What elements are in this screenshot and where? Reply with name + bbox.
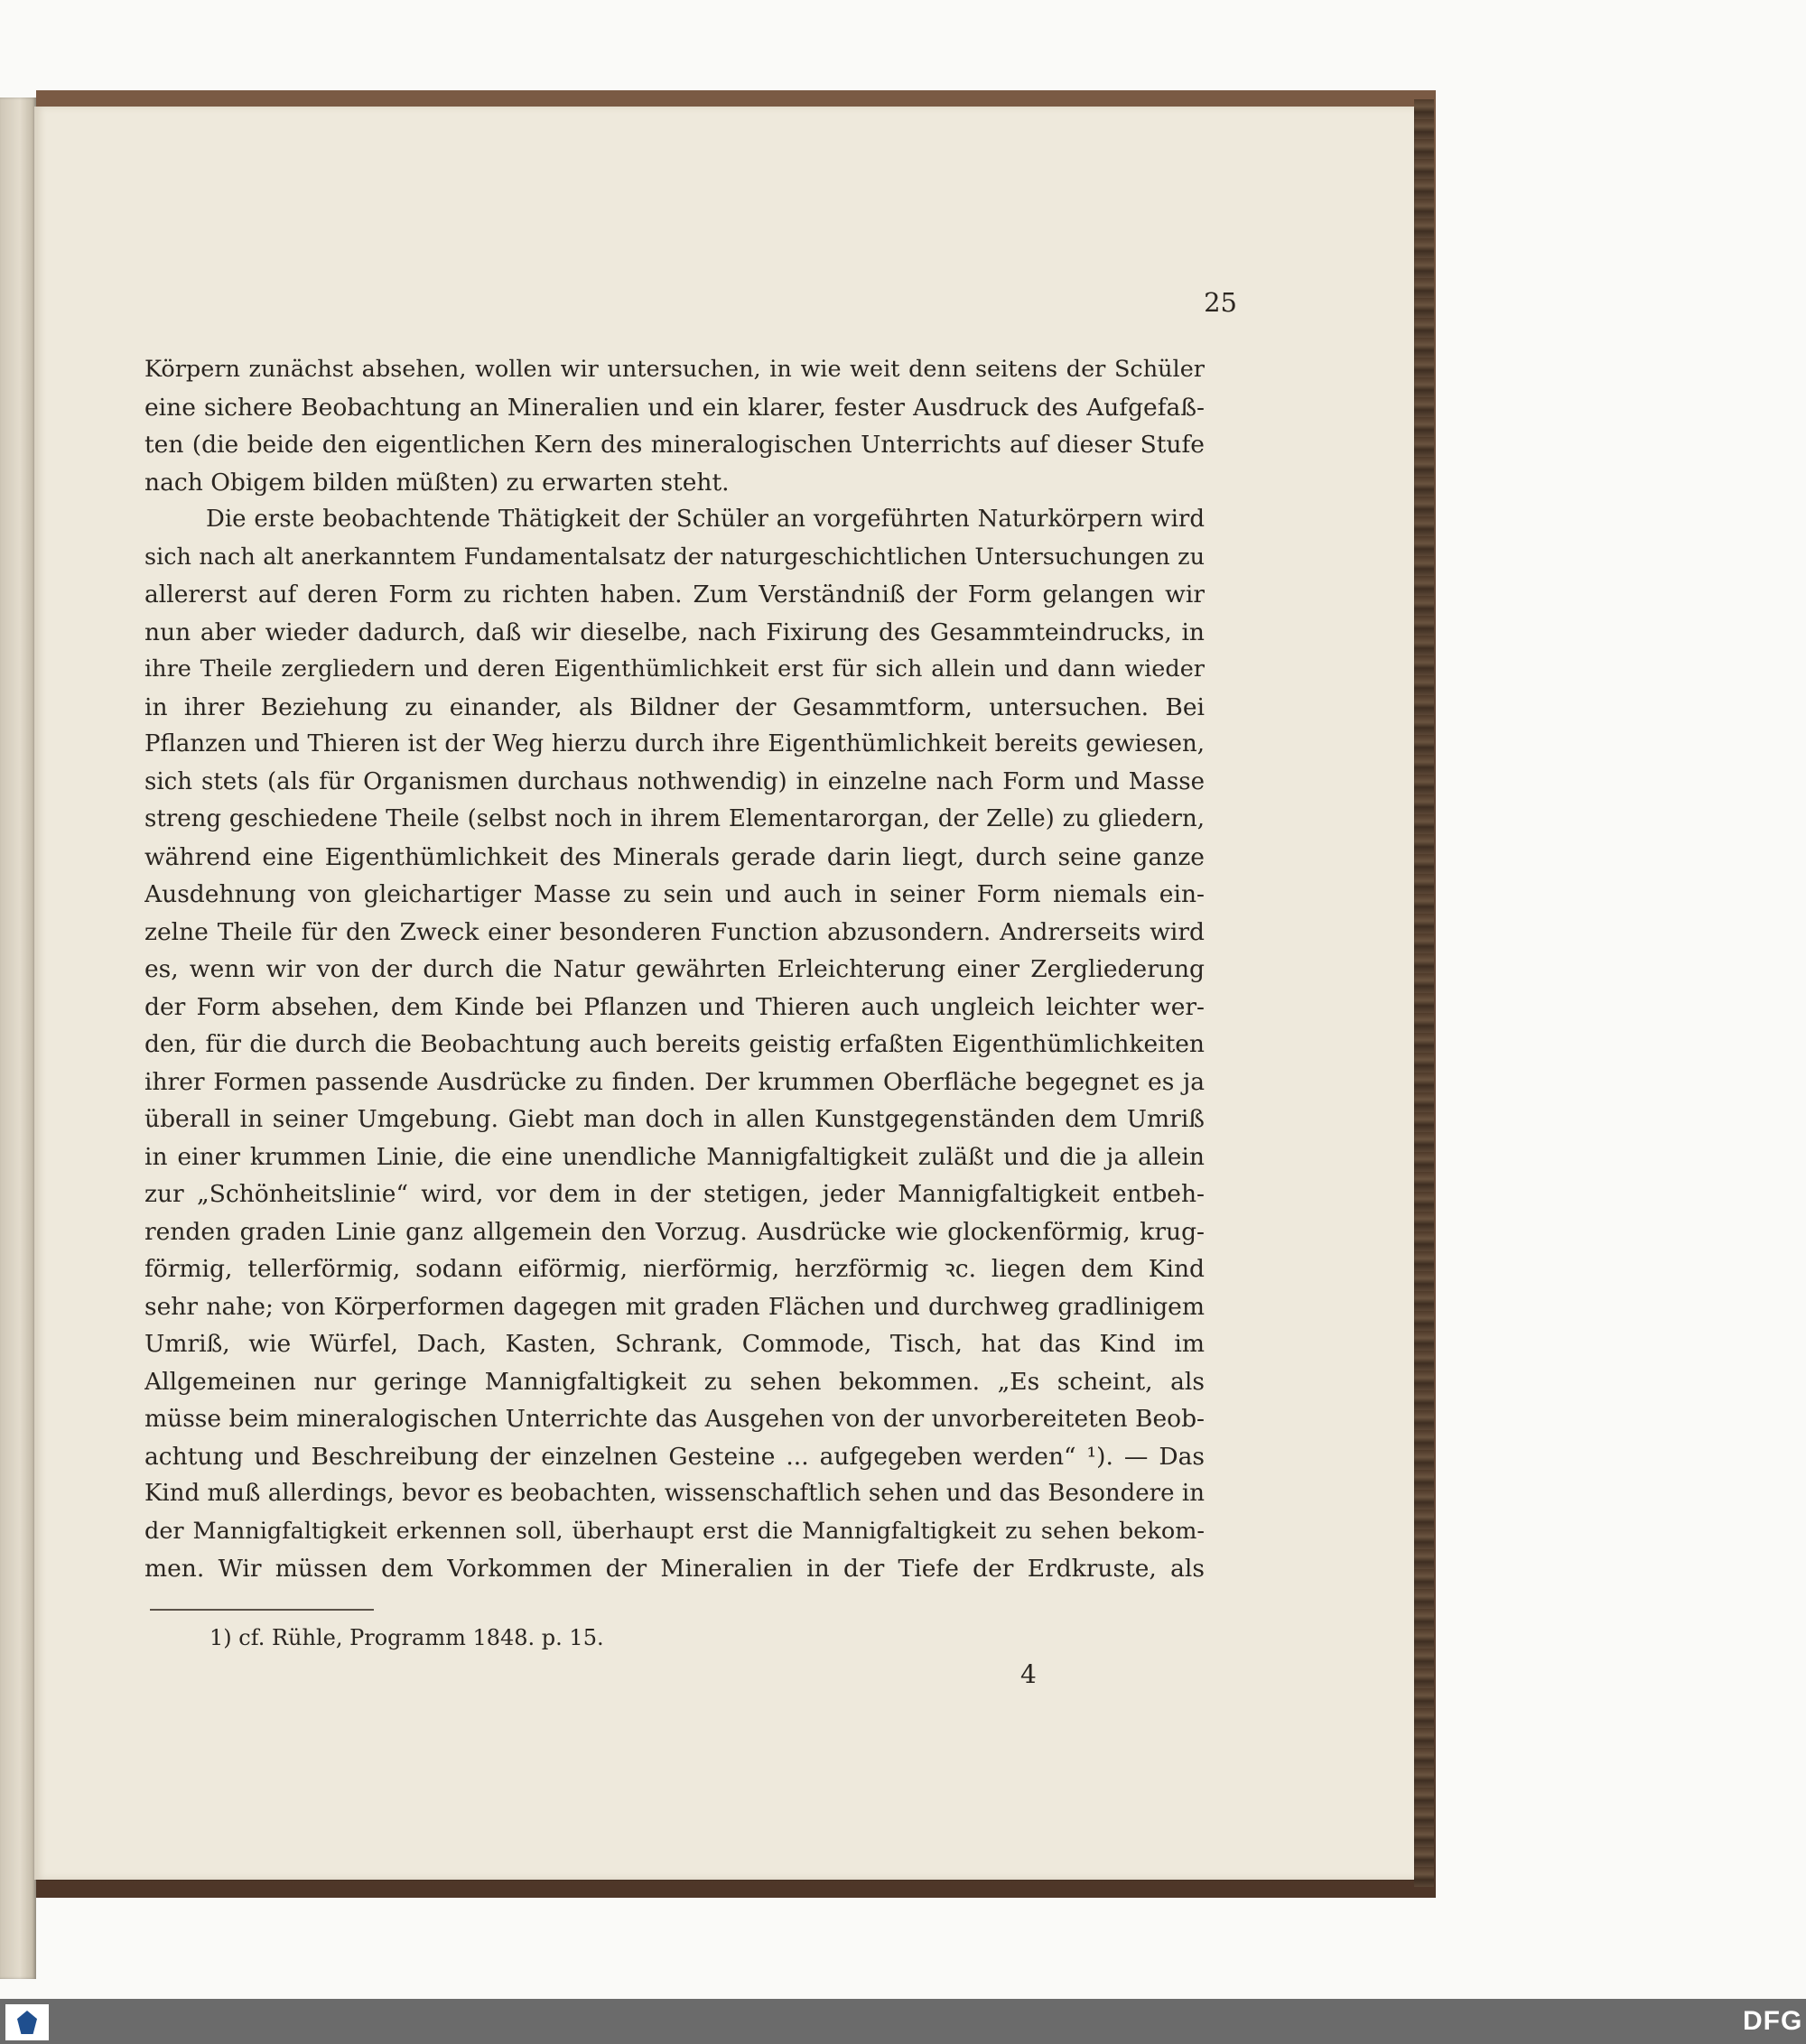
text-line: eine sichere Beobachtung an Mineralien und ein klarer, fester Ausdruck des Aufgefaß- bbox=[144, 393, 1205, 422]
text-line: den, für die durch die Beobachtung auch bereits geistig erfaßten Eigenthümlichkeiten bbox=[144, 1030, 1205, 1058]
previous-page-edge bbox=[0, 98, 36, 1979]
text-line: sich nach alt anerkanntem Fundamentalsatz der naturgeschichtlichen Untersuchungen zu bbox=[144, 543, 1205, 571]
text-line: in ihrer Beziehung zu einander, als Bildner der Gesammtform, untersuchen. Bei bbox=[144, 692, 1205, 721]
text-line: müsse beim mineralogischen Unterrichte das Ausgehen von der unvorbereiteten Beob- bbox=[144, 1405, 1205, 1433]
text-line: allererst auf deren Form zu richten haben. Zum Verständniß der Form gelangen wir bbox=[144, 581, 1205, 609]
text-line: ihre Theile zergliedern und deren Eigenthümlichkeit erst für sich allein und dann wieder bbox=[144, 655, 1205, 683]
text-line: während eine Eigenthümlichkeit des Minerals gerade darin liegt, durch seine ganze bbox=[144, 842, 1205, 871]
text-line: förmig, tellerförmig, sodann eiförmig, nierförmig, herzförmig ꝛc. liegen dem Kind bbox=[144, 1255, 1205, 1283]
signature-mark: 4 bbox=[1020, 1659, 1037, 1689]
text-line: streng geschiedene Theile (selbst noch in ihrem Elementarorgan, der Zelle) zu gliedern, bbox=[144, 805, 1205, 832]
text-line: zelne Theile für den Zweck einer besonderen Function abzusondern. Andrerseits wird bbox=[144, 917, 1205, 946]
text-line: überall in seiner Umgebung. Giebt man doch in allen Kunstgegenständen dem Umriß bbox=[144, 1105, 1205, 1133]
text-line: sich stets (als für Organismen durchaus nothwendig) in einzelne nach Form und Masse bbox=[144, 767, 1205, 795]
text-line: Ausdehnung von gleichartiger Masse zu sein und auch in seiner Form niemals ein- bbox=[144, 880, 1205, 908]
book-cover-edge bbox=[1414, 99, 1434, 1887]
text-line: achtung und Beschreibung der einzelnen Gesteine ... aufgegeben werden“ ¹). — Das bbox=[144, 1442, 1205, 1471]
library-logo-icon bbox=[5, 2004, 49, 2040]
text-line: ihrer Formen passende Ausdrücke zu finden. Der krummen Oberfläche begegnet es ja bbox=[144, 1067, 1205, 1096]
text-line: Allgemeinen nur geringe Mannigfaltigkeit zu sehen bekommen. „Es scheint, als bbox=[144, 1367, 1205, 1396]
text-line: zur „Schönheitslinie“ wird, vor dem in der stetigen, jeder Mannigfaltigkeit entbeh- bbox=[144, 1180, 1205, 1208]
text-line: men. Wir müssen dem Vorkommen der Mineralien in der Tiefe der Erdkruste, als bbox=[144, 1555, 1205, 1583]
viewer-footer-bar bbox=[0, 1999, 1806, 2044]
text-line: sehr nahe; von Körperformen dagegen mit graden Flächen und durchweg gradlinigem bbox=[144, 1292, 1205, 1321]
text-line: nach Obigem bilden müßten) zu erwarten steht. bbox=[144, 468, 730, 497]
text-line: Die erste beobachtende Thätigkeit der Schüler an vorgeführten Naturkörpern wird bbox=[206, 506, 1205, 533]
text-line: nun aber wieder dadurch, daß wir dieselbe, nach Fixirung des Gesammteindrucks, in bbox=[144, 618, 1205, 646]
text-line: Umriß, wie Würfel, Dach, Kasten, Schrank, Commode, Tisch, hat das Kind im bbox=[144, 1330, 1205, 1358]
page-number: 25 bbox=[1204, 287, 1237, 318]
text-line: renden graden Linie ganz allgemein den Vorzug. Ausdrücke wie glockenförmig, krug- bbox=[144, 1217, 1205, 1246]
text-line: in einer krummen Linie, die eine unendliche Mannigfaltigkeit zuläßt und die ja allein bbox=[144, 1142, 1205, 1171]
text-line: ten (die beide den eigentlichen Kern des mineralogischen Unterrichts auf dieser Stufe bbox=[144, 431, 1205, 459]
text-line: Kind muß allerdings, bevor es beobachten, wissenschaftlich sehen und das Besondere in bbox=[144, 1480, 1205, 1507]
text-line: Körpern zunächst absehen, wollen wir untersuchen, in wie weit denn seitens der Schüler bbox=[144, 356, 1205, 383]
text-line: der Mannigfaltigkeit erkennen soll, überhaupt erst die Mannigfaltigkeit zu sehen bekom- bbox=[144, 1517, 1205, 1545]
footnote-divider bbox=[150, 1609, 374, 1611]
dfg-logo: DFG bbox=[1743, 2006, 1803, 2036]
body-text bbox=[144, 351, 1205, 1588]
text-line: der Form absehen, dem Kinde bei Pflanzen und Thieren auch ungleich leichter wer- bbox=[144, 992, 1205, 1021]
text-line: es, wenn wir von der durch die Natur gewährten Erleichterung einer Zergliederung bbox=[144, 955, 1205, 983]
text-line: Pflanzen und Thieren ist der Weg hierzu durch ihre Eigenthümlichkeit bereits gewiesen, bbox=[144, 730, 1205, 757]
footnote: 1) cf. Rühle, Programm 1848. p. 15. bbox=[209, 1625, 604, 1650]
